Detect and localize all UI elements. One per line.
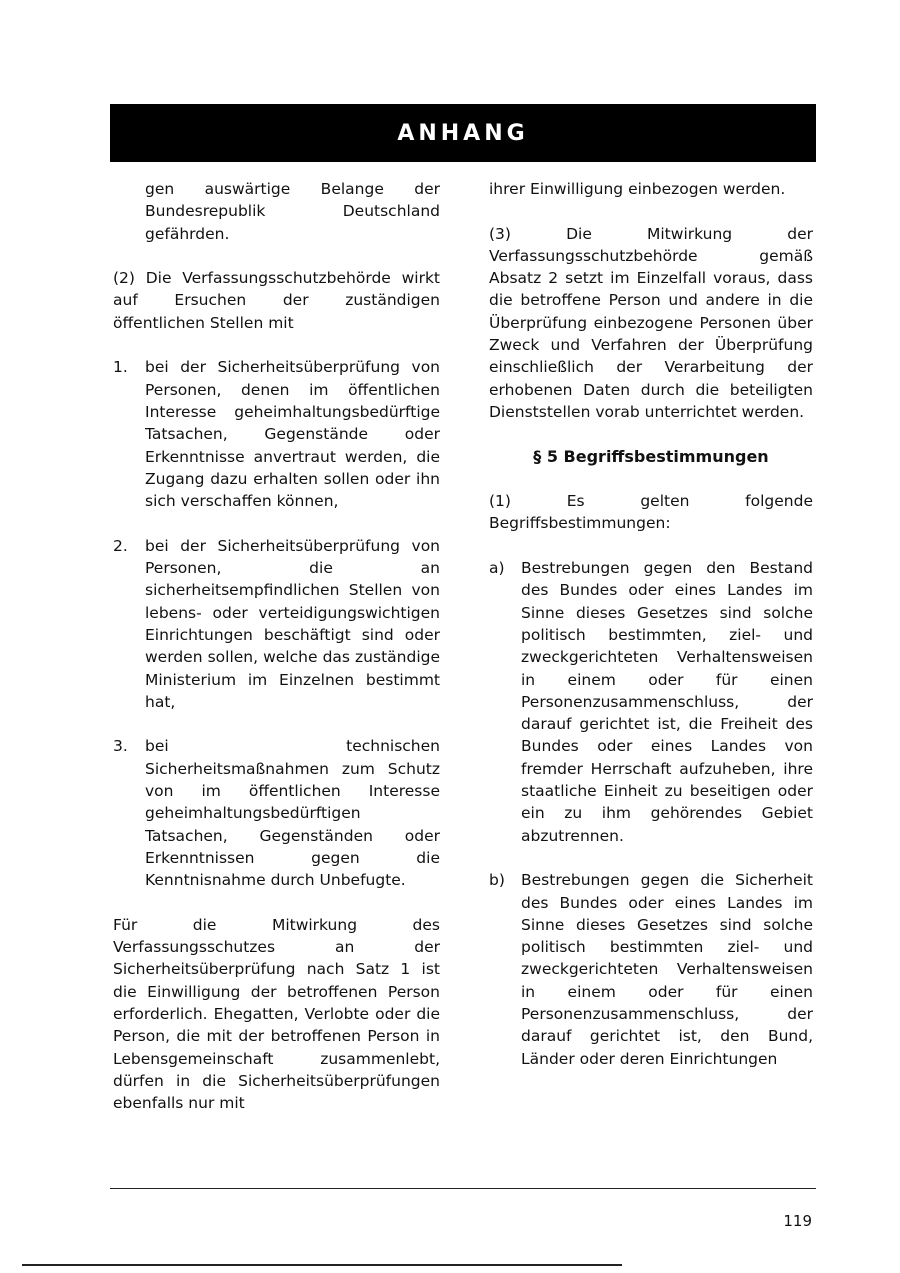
section-header-bar	[110, 104, 816, 162]
list-item-text: bei technischen Sicherheitsmaßnahmen zum Schutz von im öffentlichen Interesse geheimhaltungsbedürftigen Tatsachen, Gegenständen oder Erkenntnissen gegen die Kenntnisnahme durch Unbefugte.	[145, 737, 440, 890]
bottom-divider	[22, 1264, 622, 1266]
list-item-number: 2.	[113, 536, 128, 555]
page-number: 119	[783, 1212, 812, 1230]
list-item-label: a)	[489, 559, 505, 578]
left-column	[113, 178, 440, 1137]
section-header-title: ANHANG	[397, 120, 529, 146]
list-item	[113, 735, 440, 891]
paragraph-1: (1) Es gelten folgende Begriffsbestimmungen:	[489, 492, 813, 533]
continuation-text: ihrer Einwilligung einbezogen werden.	[489, 180, 786, 198]
list-item	[113, 535, 440, 713]
list-item-text: Bestrebungen gegen die Sicherheit des Bundes oder eines Landes im Sinne dieses Gesetzes sind solche politisch bestimmten ziel- und zweckgerichteten Verhaltensweisen in einem oder für einen Personenzusammenschluss, der darauf gerichtet ist, den Bund, Länder oder deren Einrichtungen	[521, 871, 813, 1068]
list-item-text: bei der Sicherheitsüberprüfung von Personen, die an sicherheitsempfindlichen Stellen von lebens- oder verteidigungswichtigen Einrichtungen beschäftigt sind oder werden sollen, welche das zuständige Ministerium im Einzelnen bestimmt hat,	[145, 536, 440, 711]
right-column	[489, 178, 813, 1092]
paragraph-3: (3) Die Mitwirkung der Verfassungsschutzbehörde gemäß Absatz 2 setzt im Einzelfall voraus, dass die betroffene Person und andere in die Überprüfung einbezogene Personen über Zweck und Verfahren der Überprüfung einschließlich der Verarbeitung der erhobenen Daten durch die beteiligten Dienststellen vorab unterrichtet werden.	[489, 224, 813, 421]
list-item-text: bei der Sicherheitsüberprüfung von Personen, denen im öffentlichen Interesse geheimhaltungsbedürftige Tatsachen, Gegenstände oder Erkenntnisse anvertraut werden, die Zugang dazu erhalten sollen oder ihn sich verschaffen können,	[145, 358, 440, 511]
list-item-number: 3.	[113, 737, 128, 756]
list-item	[489, 869, 813, 1070]
closing-paragraph: Für die Mitwirkung des Verfassungsschutzes an der Sicherheitsüberprüfung nach Satz 1 ist die Einwilligung der betroffenen Person erforderlich. Ehegatten, Verlobte oder die Person, die mit der betroffenen Person in Lebensgemeinschaft zusammenlebt, dürfen in die Sicherheitsüberprüfungen ebenfalls nur mit	[113, 915, 440, 1113]
list-item-number: 1.	[113, 358, 128, 377]
continuation-text: gen auswärtige Belange der Bundesrepublik Deutschland gefährden.	[145, 180, 440, 243]
list-item	[113, 356, 440, 512]
section-heading: § 5 Begriffsbestimmungen	[533, 446, 769, 466]
list-item	[489, 557, 813, 847]
list-item-label: b)	[489, 871, 505, 890]
footer-divider	[110, 1188, 816, 1189]
list-item-text: Bestrebungen gegen den Bestand des Bundes oder eines Landes im Sinne dieses Gesetzes sind solche politisch bestimmten, ziel- und zweckgerichteten Verhaltensweisen in einem oder für einen Personenzusammenschluss, der darauf gerichtet ist, die Freiheit des Bundes oder eines Landes von fremder Herrschaft aufzuheben, ihre staatliche Einheit zu beseitigen oder ein zu ihm gehörendes Gebiet abzutrennen.	[521, 559, 813, 845]
paragraph-2: (2) Die Verfassungsschutzbehörde wirkt auf Ersuchen der zuständigen öffentlichen Stellen mit	[113, 269, 440, 332]
